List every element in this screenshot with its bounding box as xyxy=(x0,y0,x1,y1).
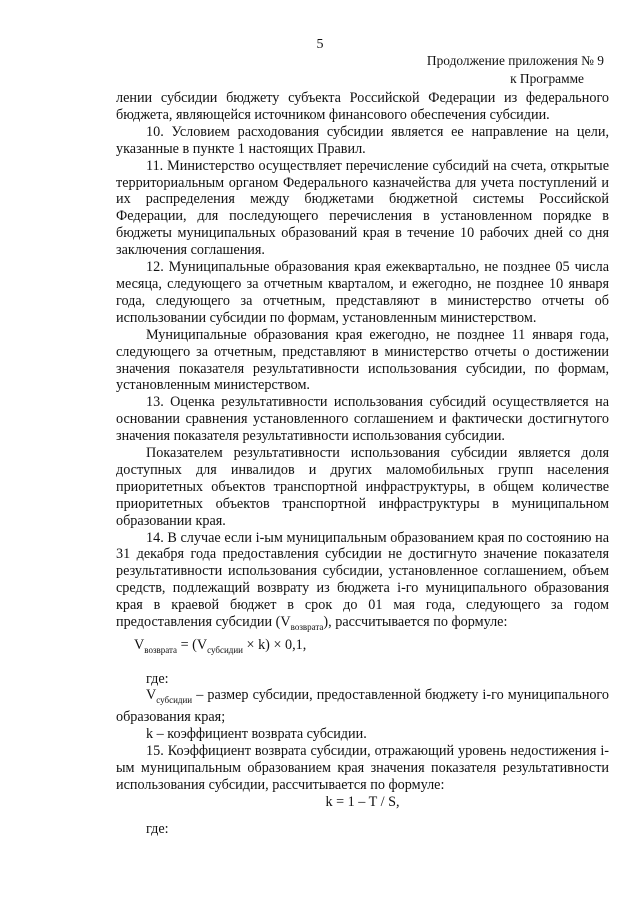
def-v-sub: субсидии xyxy=(156,695,193,706)
formula-sub2: субсидии xyxy=(207,644,243,655)
paragraph-12: 12. Муниципальные образования края ежеквартально, не позднее 05 числа месяца, следующего за отчетным кварталом, и ежегодно, не позднее 10 января года, следующего за отчетным, представляют в министерство отчеты об использовании субсидии по формам, установленным министерством. xyxy=(116,259,609,326)
appendix-header xyxy=(427,52,604,88)
paragraph-14 xyxy=(116,530,609,636)
where-label-2: где: xyxy=(146,820,169,837)
paragraph-10: 10. Условием расходования субсидии является ее направление на цели, указанные в пункте 1 настоящих Правил. xyxy=(116,123,609,157)
page-number: 5 xyxy=(316,37,324,52)
paragraph-13: 13. Оценка результативности использования субсидий осуществляется на основании сравнения установленного соглашением и фактически достигнутого значения показателя результативности использования субсидии. xyxy=(116,394,609,445)
paragraph-14-text: 14. В случае если i-ым муниципальным образованием края по состоянию на 31 декабря года предоставления субсидии не достигнуто значение показателя результативности использования субсидии, установленное соглашением, объем средств, подлежащий возврату из бюджета i-го муниципального образования края в краевой бюджет в срок до 01 мая года, следующего за годом предоставления субсидии (V xyxy=(116,529,609,631)
paragraph-15: 15. Коэффициент возврата субсидии, отражающий уровень недостижения i-ым муниципальным образованием края значения показателя результативности использования субсидии, рассчитывается по формуле: xyxy=(116,743,609,793)
appendix-line-1: Продолжение приложения № 9 xyxy=(426,53,604,68)
formula-k: k = 1 – T / S, xyxy=(325,793,400,810)
paragraph-14-sub: возврата xyxy=(290,621,324,632)
paragraph-11: 11. Министерство осуществляет перечисление субсидий на счета, открытые территориальным органом Федерального казначейства для учета поступлений и их распределения между бюджетами бюджетной системы Российской Федерации, для последующего перечисления в установленном порядке в бюджеты муниципальных образований края в течение 10 рабочих дней со дня заключения соглашения. xyxy=(116,157,609,259)
definition-k: k – коэффициент возврата субсидии. xyxy=(146,726,367,743)
appendix-line-2: к Программе xyxy=(510,71,584,86)
formula-rest: × k) × 0,1, xyxy=(242,636,307,653)
definition-v-subsidii xyxy=(116,687,609,726)
formula-v: V xyxy=(134,636,145,653)
def-v-text: – размер субсидии, предоставленной бюджету i-го муниципального образования края; xyxy=(116,687,609,726)
paragraph-13b: Показателем результативности использования субсидии является доля доступных для инвалидов и других маломобильных групп населения приоритетных объектов транспортной инфраструктуры, в общем количестве приоритетных объектов транспортной инфраструктуры в муниципальном образовании края. xyxy=(116,445,609,529)
formula-v-sub: возврата xyxy=(144,644,178,655)
def-v-letter: V xyxy=(146,687,157,704)
paragraph-14-end: ), рассчитывается по формуле: xyxy=(323,614,508,631)
formula-vozvrata xyxy=(116,637,609,659)
where-label-1: где: xyxy=(146,670,169,687)
paragraph-12b: Муниципальные образования края ежегодно, не позднее 11 января года, следующего за отчетным, представляют в министерство отчеты о достижении значения показателя результативности использования субсидии, по формам, установленным министерством. xyxy=(116,326,609,394)
paragraph-continuation: лении субсидии бюджету субъекта Российской Федерации из федерального бюджета, являющейся источником финансового обеспечения субсидии. xyxy=(116,90,609,123)
document-body xyxy=(116,90,609,838)
formula-eq: = (V xyxy=(177,636,208,653)
